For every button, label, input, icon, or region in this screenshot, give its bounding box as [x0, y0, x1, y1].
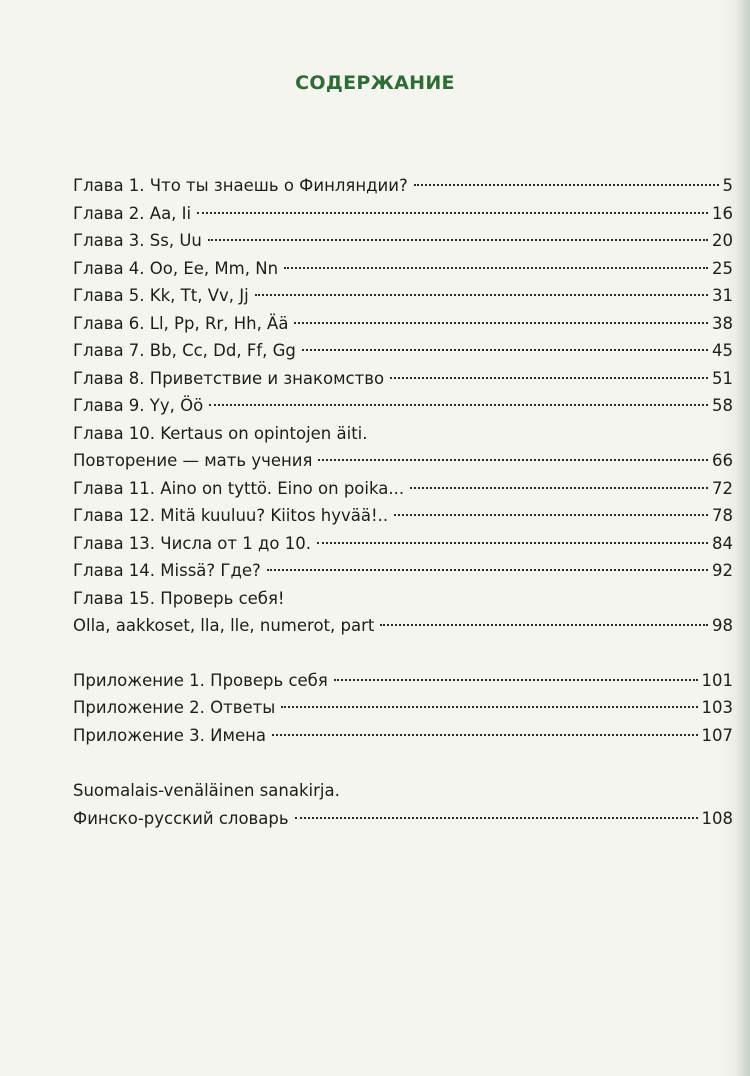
toc-entry-title: Повторение — мать учения	[73, 451, 313, 470]
toc-entry-title: Глава 14. Missä? Где?	[73, 561, 261, 580]
dot-leader	[394, 514, 708, 516]
toc-entry	[73, 392, 733, 420]
dot-leader	[302, 349, 708, 351]
dot-leader	[414, 184, 719, 186]
toc-entry-title: Глава 8. Приветствие и знакомство	[73, 368, 385, 388]
dot-leader	[272, 734, 698, 736]
toc-entry	[73, 365, 733, 393]
toc-entry-title: Глава 3. Ss, Uu	[73, 231, 202, 250]
toc-entry-title: Финско-русский словарь	[73, 808, 289, 828]
toc-entry	[73, 502, 733, 530]
toc-entry-page-number: 5	[722, 176, 733, 195]
dot-leader	[318, 459, 708, 461]
toc-entry-page-number: 20	[712, 231, 733, 250]
toc-entry	[73, 557, 733, 585]
toc-entry-page-number: 16	[712, 203, 733, 223]
toc-entry-page-number: 58	[712, 396, 733, 415]
section-gap	[73, 749, 733, 777]
dot-leader	[295, 817, 698, 819]
dot-leader	[317, 542, 708, 544]
toc-entry-title: Глава 7. Bb, Cc, Dd, Ff, Gg	[73, 341, 296, 360]
toc-entry	[73, 255, 733, 283]
toc-entry	[73, 227, 733, 255]
dot-leader	[281, 706, 697, 708]
section-gap	[73, 640, 733, 667]
dot-leader	[380, 624, 708, 626]
toc-entry-title: Глава 13. Числа от 1 до 10.	[73, 533, 311, 553]
dot-leader	[390, 377, 708, 379]
dot-leader	[267, 569, 708, 571]
table-of-contents	[73, 172, 733, 832]
toc-entry-title: Olla, aakkoset, lla, lle, numerot, part	[73, 616, 375, 635]
toc-entry-page-number: 66	[712, 451, 733, 470]
toc-entry-title: Глава 6. Ll, Pp, Rr, Hh, Ää	[73, 313, 289, 333]
toc-entry-title: Приложение 1. Проверь себя	[73, 670, 328, 690]
toc-entry	[73, 722, 733, 750]
toc-entry-title: Глава 4. Oo, Ee, Mm, Nn	[73, 258, 279, 278]
toc-entry-title: Приложение 3. Имена	[73, 725, 266, 745]
toc-entry-title: Глава 2. Aa, Ii	[73, 203, 192, 223]
toc-entry-title: Глава 12. Mitä kuuluu? Kiitos hyvää!..	[73, 506, 389, 525]
toc-entry-title: Глава 11. Aino on tyttö. Eino on poika...	[73, 478, 405, 498]
toc-entry	[73, 200, 733, 228]
dot-leader	[255, 294, 708, 296]
dictionary-list	[73, 777, 733, 832]
toc-entry	[73, 475, 733, 503]
toc-entry-title: Глава 9. Yy, Öö	[73, 396, 204, 415]
toc-entry	[73, 694, 733, 722]
toc-entry-title: Suomalais-venäläinen sanakirja.	[73, 781, 340, 800]
dot-leader	[410, 487, 708, 489]
toc-entry	[73, 612, 733, 640]
toc-entry-title: Приложение 2. Ответы	[73, 698, 276, 717]
toc-entry	[73, 172, 733, 200]
toc-entry-page-number: 51	[712, 368, 733, 388]
chapters-list	[73, 172, 733, 640]
page-title: СОДЕРЖАНИЕ	[295, 72, 455, 94]
toc-entry-page-number: 103	[701, 698, 733, 717]
toc-entry	[73, 585, 733, 613]
toc-entry	[73, 805, 733, 833]
dot-leader	[294, 322, 708, 324]
toc-entry-page-number: 107	[701, 725, 733, 745]
toc-entry-page-number: 78	[712, 506, 733, 525]
dot-leader	[208, 239, 708, 241]
toc-entry-page-number: 25	[712, 258, 733, 278]
toc-entry-title: Глава 1. Что ты знаешь о Финляндии?	[73, 176, 408, 195]
toc-entry-page-number: 92	[712, 561, 733, 580]
toc-entry	[73, 337, 733, 365]
toc-entry-title: Глава 10. Kertaus on opintojen äiti.	[73, 423, 368, 443]
dot-leader	[334, 679, 698, 681]
toc-entry-page-number: 84	[712, 533, 733, 553]
dot-leader	[197, 212, 708, 214]
toc-entry-page-number: 98	[712, 616, 733, 635]
toc-entry-page-number: 108	[701, 808, 733, 828]
toc-entry	[73, 667, 733, 695]
toc-entry	[73, 530, 733, 558]
dot-leader	[284, 267, 708, 269]
appendices-list	[73, 667, 733, 750]
toc-entry-title: Глава 5. Kk, Tt, Vv, Jj	[73, 286, 249, 305]
page-edge	[736, 0, 750, 1076]
toc-entry-page-number: 31	[712, 286, 733, 305]
toc-entry	[73, 420, 733, 448]
toc-entry-page-number: 72	[712, 478, 733, 498]
toc-entry	[73, 282, 733, 310]
toc-entry	[73, 777, 733, 805]
toc-entry-title: Глава 15. Проверь себя!	[73, 588, 285, 608]
toc-entry	[73, 447, 733, 475]
dot-leader	[209, 404, 708, 406]
toc-entry-page-number: 38	[712, 313, 733, 333]
toc-entry	[73, 310, 733, 338]
toc-entry-page-number: 45	[712, 341, 733, 360]
toc-entry-page-number: 101	[701, 670, 733, 690]
